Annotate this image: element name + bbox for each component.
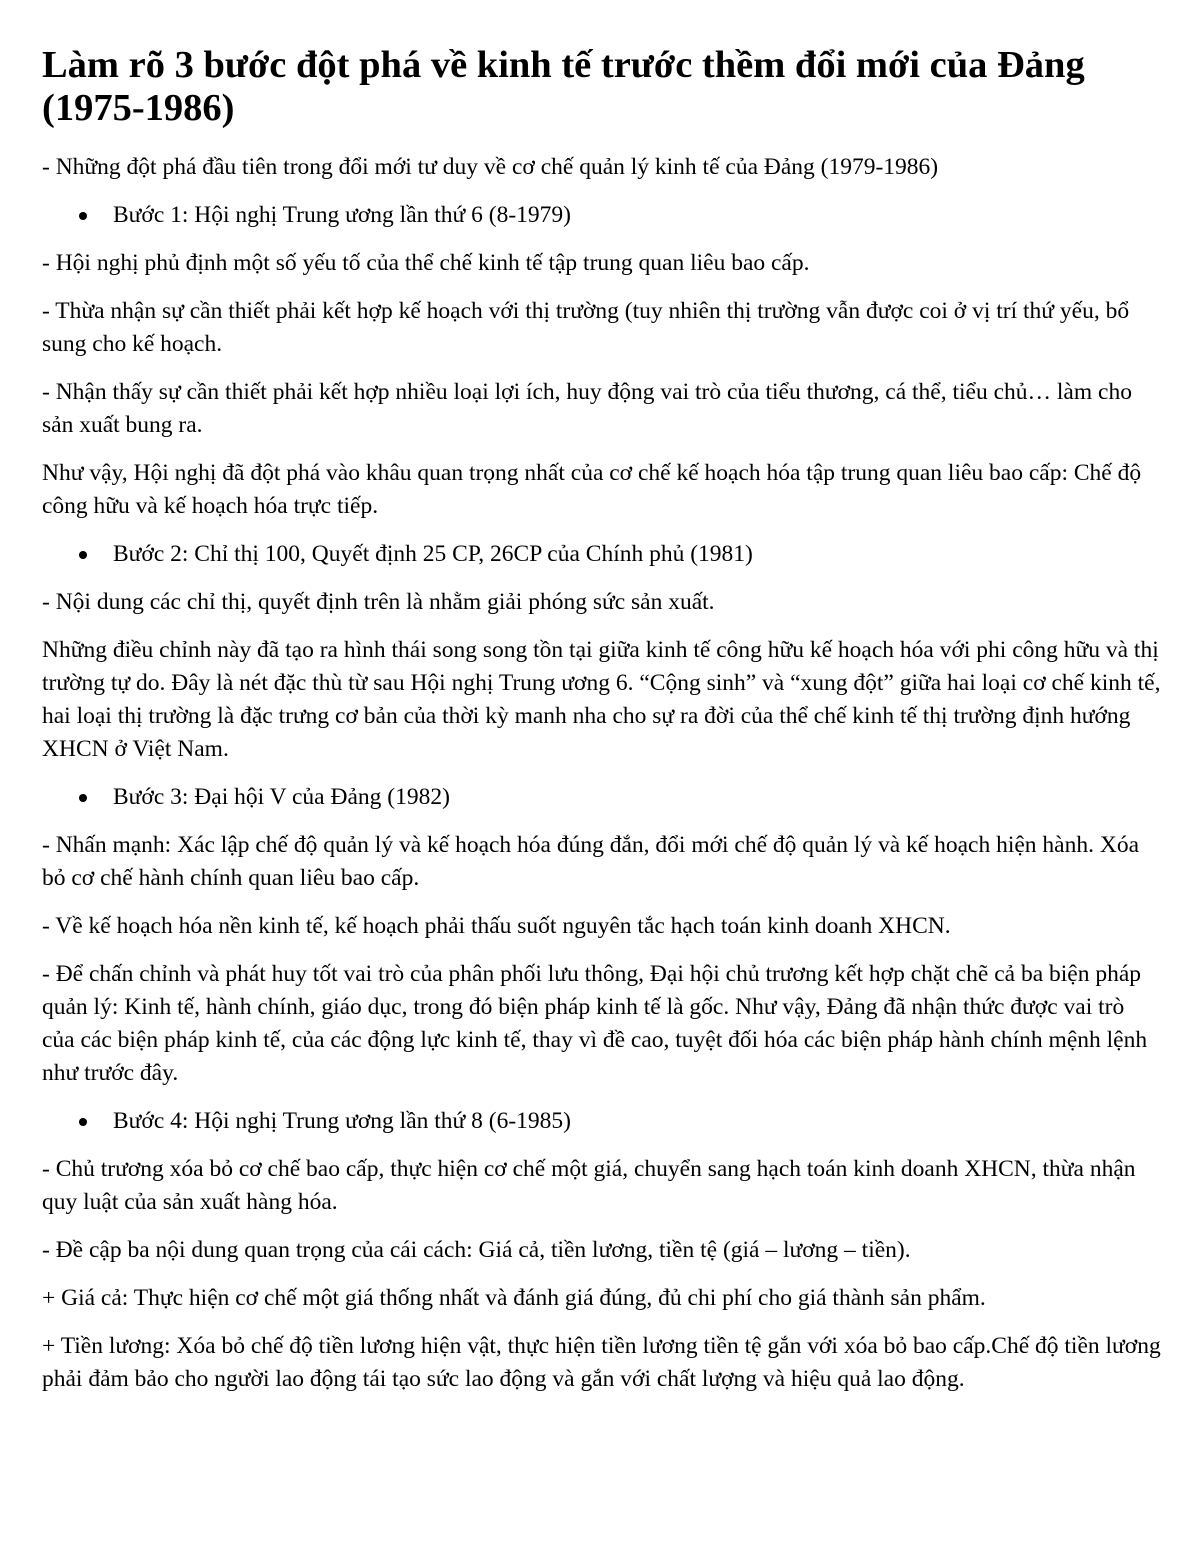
bullet-dot-icon xyxy=(79,1118,87,1126)
paragraph: Như vậy, Hội nghị đã đột phá vào khâu quan trọng nhất của cơ chế kế hoạch hóa tập trung quan liêu bao cấp: Chế độ công hữu và kế hoạch hóa trực tiếp. xyxy=(42,460,1142,519)
paragraph: - Đề cập ba nội dung quan trọng của cái cách: Giá cả, tiền lương, tiền tệ (giá – lương – tiền). xyxy=(42,1237,911,1263)
paragraph: - Nhận thấy sự cần thiết phải kết hợp nhiều loại lợi ích, huy động vai trò của tiểu thương, cá thể, tiểu chủ… làm cho sản xuất bung ra. xyxy=(42,379,1132,438)
paragraph-intro: - Những đột phá đầu tiên trong đổi mới tư duy về cơ chế quản lý kinh tế của Đảng (1979-1986) xyxy=(42,154,939,180)
paragraph: - Chủ trương xóa bỏ cơ chế bao cấp, thực hiện cơ chế một giá, chuyển sang hạch toán kinh doanh XHCN, thừa nhận quy luật của sản xuất hàng hóa. xyxy=(42,1156,1136,1215)
paragraph: Những điều chỉnh này đã tạo ra hình thái song song tồn tại giữa kinh tế công hữu kế hoạch hóa với phi công hữu và thị trường tự do. Đây là nét đặc thù từ sau Hội nghị Trung ương 6. “Cộng sinh” và “xung đột” giữa hai loại cơ chế kinh tế, hai loại thị trường là đặc trưng cơ bản của thời kỳ manh nha cho sự ra đời của thể chế kinh tế thị trường định hướng XHCN ở Việt Nam. xyxy=(42,637,1161,762)
bullet-step-1 xyxy=(42,199,1162,232)
paragraph: - Nhấn mạnh: Xác lập chế độ quản lý và kế hoạch hóa đúng đắn, đổi mới chế độ quản lý và kế hoạch hiện hành. Xóa bỏ cơ chế hành chính quan liêu bao cấp. xyxy=(42,832,1140,891)
paragraph: - Thừa nhận sự cần thiết phải kết hợp kế hoạch với thị trường (tuy nhiên thị trường vẫn được coi ở vị trí thứ yếu, bổ sung cho kế hoạch. xyxy=(42,298,1130,357)
bullet-dot-icon xyxy=(79,794,87,802)
document-title: Làm rõ 3 bước đột phá về kinh tế trước thềm đổi mới của Đảng (1975-1986) xyxy=(42,44,1085,129)
bullet-dot-icon xyxy=(79,551,87,559)
bullet-step-4 xyxy=(42,1105,1162,1138)
paragraph: - Nội dung các chỉ thị, quyết định trên là nhằm giải phóng sức sản xuất. xyxy=(42,589,715,615)
paragraph: + Giá cả: Thực hiện cơ chế một giá thống nhất và đánh giá đúng, đủ chi phí cho giá thành sản phẩm. xyxy=(42,1285,986,1311)
paragraph: - Để chấn chỉnh và phát huy tốt vai trò của phân phối lưu thông, Đại hội chủ trương kết hợp chặt chẽ cả ba biện pháp quản lý: Kinh tế, hành chính, giáo dục, trong đó biện pháp kinh tế là gốc. Như vậy, Đảng đã nhận thức được vai trò của các biện pháp kinh tế, của các động lực kinh tế, thay vì đề cao, tuyệt đối hóa các biện pháp hành chính mệnh lệnh như trước đây. xyxy=(42,961,1148,1086)
bullet-step-3 xyxy=(42,781,1162,814)
bullet-dot-icon xyxy=(79,212,87,220)
bullet-step-3-text: Bước 3: Đại hội V của Đảng (1982) xyxy=(113,784,450,810)
paragraph: - Về kế hoạch hóa nền kinh tế, kế hoạch phải thấu suốt nguyên tắc hạch toán kinh doanh XHCN. xyxy=(42,913,951,939)
paragraph: + Tiền lương: Xóa bỏ chế độ tiền lương hiện vật, thực hiện tiền lương tiền tệ gắn với xóa bỏ bao cấp.Chế độ tiền lương phải đảm bảo cho người lao động tái tạo sức lao động và gắn với chất lượng và hiệu quả lao động. xyxy=(42,1333,1161,1392)
document-page xyxy=(42,44,1162,1411)
bullet-step-1-text: Bước 1: Hội nghị Trung ương lần thứ 6 (8-1979) xyxy=(113,202,571,228)
paragraph: - Hội nghị phủ định một số yếu tố của thể chế kinh tế tập trung quan liêu bao cấp. xyxy=(42,250,810,276)
bullet-step-2 xyxy=(42,538,1162,571)
bullet-step-2-text: Bước 2: Chỉ thị 100, Quyết định 25 CP, 26CP của Chính phủ (1981) xyxy=(113,541,753,567)
bullet-step-4-text: Bước 4: Hội nghị Trung ương lần thứ 8 (6-1985) xyxy=(113,1108,571,1134)
